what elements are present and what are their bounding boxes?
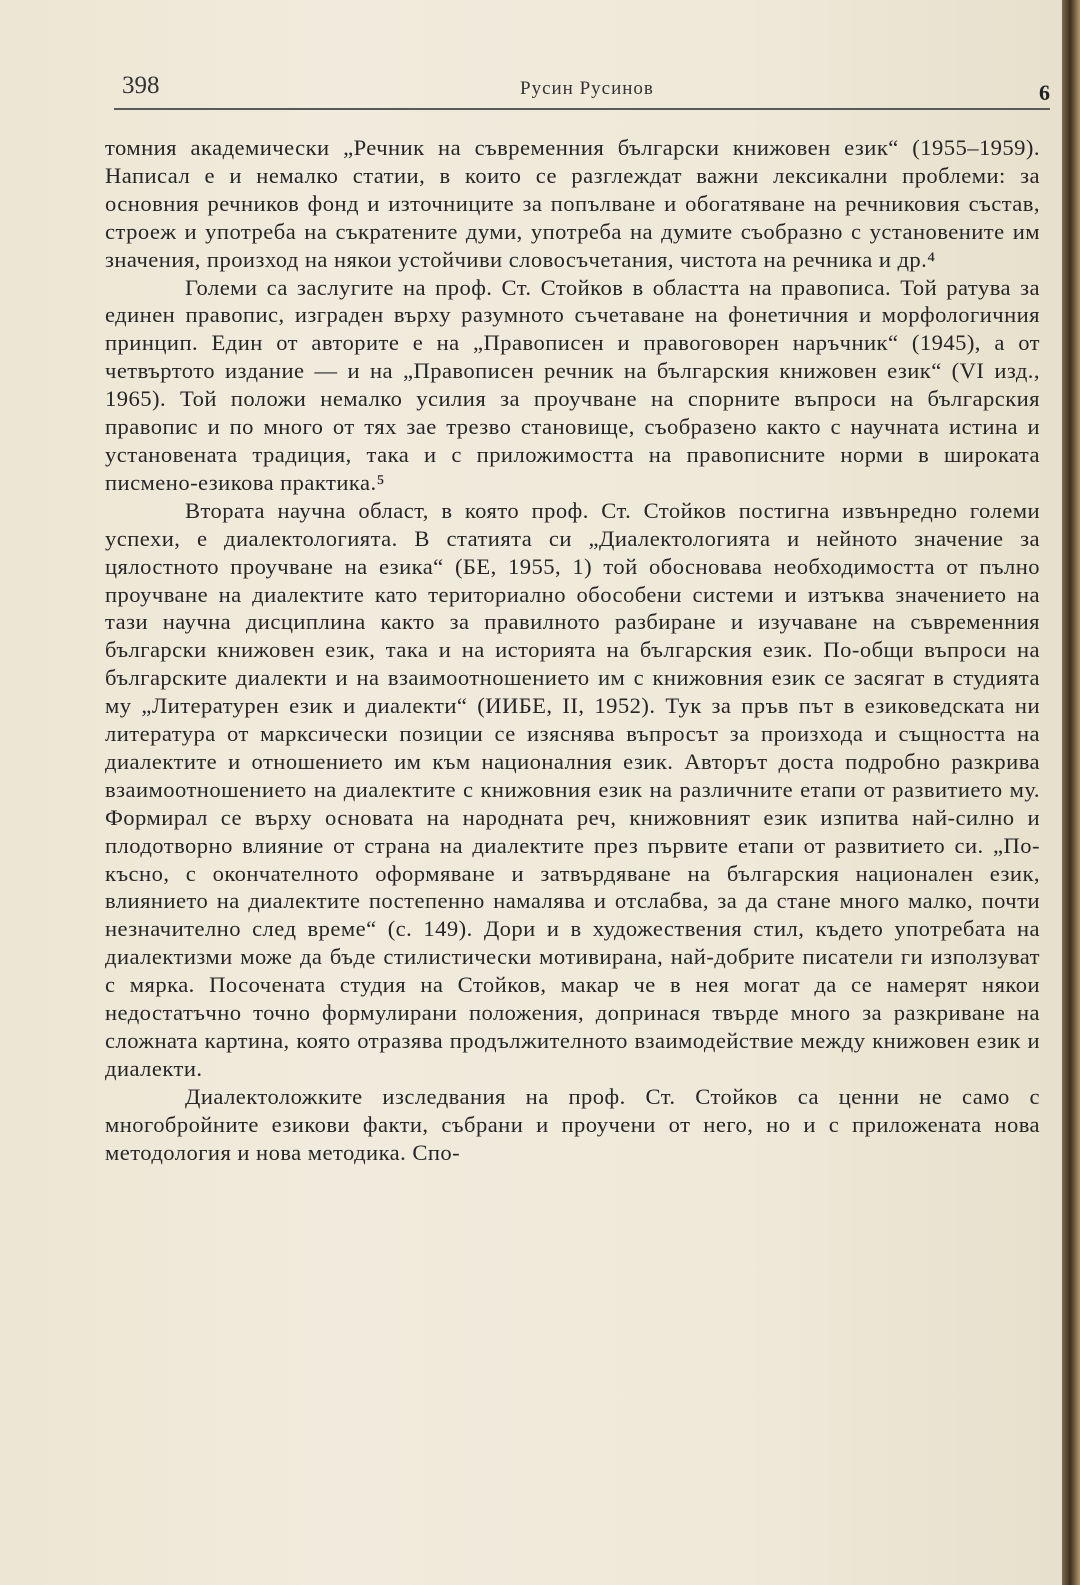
paragraph-dialect-research: Диалектоложките изследвания на проф. Ст. Стойков са ценни не само с многобройните езикови факти, събрани и проучени от него, но и с приложената нова методология и нова методика. Спо- (105, 1083, 1040, 1165)
page-number: 398 (122, 72, 160, 99)
page-header (100, 70, 1050, 110)
paragraph-lexicology: томния академически „Речник на съвременния български книжовен език“ (1955–1959). Написал е и немалко статии, в които се разглеждат важни лексикални проблеми: за основния речников фонд и източниците за попълване и обогатяване на речниковия състав, строеж и употреба на съкратените думи, употреба на думите съобразно с установените им значения, произход на някои устойчиви словосъчетания, чистота на речника и др.⁴ (105, 135, 1040, 272)
corner-mark: 6 (1039, 80, 1050, 105)
paragraph-dialectology: Втората научна област, в която проф. Ст. Стойков постигна извънредно големи успехи, е диалектологията. В статията си „Диалектологията и нейното значение за цялостното проучване на езика“ (БЕ, 1955, 1) той обосновава необходимостта от пълно проучване на диалектите като териториално обособени системи и изтъква значението на тази научна дисциплина както за правилното разбиране и изучаване на съвременния български книжовен език, така и на историята на българския език. По-общи въпроси на българските диалекти и на взаимоотношението им с книжовния език се засягат в студията му „Литературен език и диалекти“ (ИИБЕ, II, 1952). Тук за пръв път в езиковедската ни литература от марксически позиции се изяснява въпросът за произхода и същността на диалектите и отношението им към националния език. Авторът доста подробно разкрива взаимоотношението на диалектите с книжовния език на различните етапи от развитието му. Формирал се върху основата на народната реч, книжовният език изпитва най-силно и плодотворно влияние от страна на диалектите през първите етапи от развитието си. „По-късно, с окончателното оформяване и затвърдяване на българския национален език, влиянието на диалектите постепенно намалява и отслабва, за да стане много малко, почти незначително след време“ (с. 149). Дори и в художествения стил, където употребата на диалектизми може да бъде стилистически мотивирана, най-добрите писатели ги използуват с мярка. Посочената студия на Стойков, макар че в нея могат да се намерят някои недостатъчно точно формулирани положения, допринася твърде много за разкриване на сложната картина, която отразява продължителното взаимодействие между книжовен език и диалекти. (105, 497, 1040, 1081)
body-text (105, 134, 1040, 1167)
running-head: Русин Русинов (520, 78, 654, 99)
book-edge (1062, 0, 1080, 1585)
paragraph-orthography: Големи са заслугите на проф. Ст. Стойков в областта на правописа. Той ратува за единен правопис, изграден върху разумното съчетаване на фонетичния и морфологичния принцип. Един от авторите е на „Правописен и правоговорен наръчник“ (1945), а от четвъртото издание — и на „Правописен речник на българския книжовен език“ (VI изд., 1965). Той положи немалко усилия за проучване на спорните въпроси на българския правопис и по много от тях зае трезво становище, съобразено както с научната истина и установената традиция, така и с приложимостта на правописните норми в широката писмено-езикова практика.⁵ (105, 274, 1040, 495)
header-rule (114, 108, 1050, 110)
